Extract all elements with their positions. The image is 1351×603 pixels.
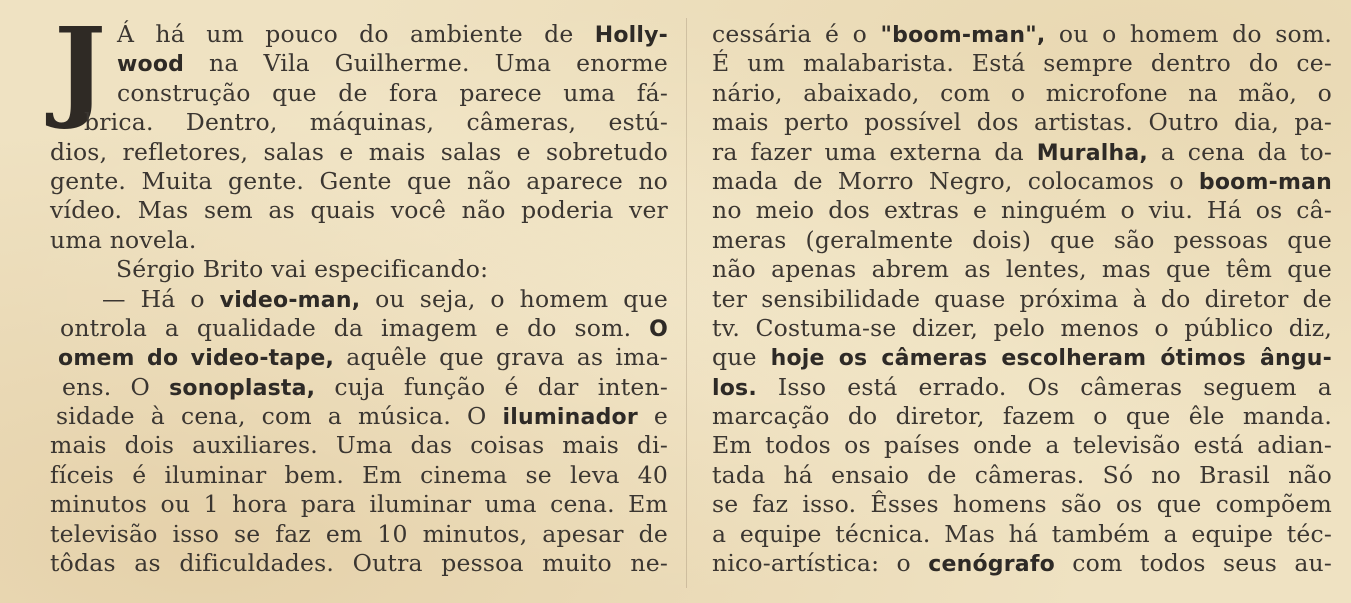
text-line: televisão isso se faz em 10 minutos, apesar de xyxy=(50,519,668,548)
text-line: meras (geralmente dois) que são pessoas que xyxy=(712,225,1332,254)
text-line: É um malabarista. Está sempre dentro do ce- xyxy=(712,49,1332,78)
text-line: Á há um pouco do ambiente de Holly- xyxy=(117,20,668,48)
text-line: tada há ensaio de câmeras. Só no Brasil não xyxy=(712,460,1332,489)
text-line: cessária é o "boom-man", ou o homem do som. xyxy=(712,20,1332,48)
text-line: ter sensibilidade quase próxima à do diretor de xyxy=(712,284,1332,313)
text-line: mada de Morro Negro, colocamos o boom-man xyxy=(712,166,1332,195)
text-line: mais dois auxiliares. Uma das coisas mais di- xyxy=(50,431,668,460)
text-line: wood na Vila Guilherme. Uma enorme xyxy=(117,49,668,78)
text-line: marcação do diretor, fazem o que êle manda. xyxy=(712,402,1332,431)
text-line: não apenas abrem as lentes, mas que têm que xyxy=(712,255,1332,284)
text-line: gente. Muita gente. Gente que não aparece no xyxy=(50,166,668,195)
text-line: Sérgio Brito vai especificando: xyxy=(116,255,489,284)
text-line: minutos ou 1 hora para iluminar uma cena. Em xyxy=(50,490,668,519)
drop-cap: J xyxy=(54,3,107,132)
text-line: brica. Dentro, máquinas, câmeras, estú- xyxy=(84,108,668,137)
text-line: tv. Costuma-se dizer, pelo menos o público diz, xyxy=(712,313,1332,342)
text-line: dios, refletores, salas e mais salas e sobretudo xyxy=(50,137,668,166)
text-line: fíceis é iluminar bem. Em cinema se leva 40 xyxy=(50,460,668,489)
text-line: los. Isso está errado. Os câmeras seguem a xyxy=(712,372,1332,401)
text-line: — Há o video-man, ou seja, o homem que xyxy=(102,284,668,313)
text-line: ra fazer uma externa da Muralha, a cena da to- xyxy=(712,137,1332,166)
text-line: sidade à cena, com a música. O iluminador e xyxy=(56,402,668,431)
text-line: nário, abaixado, com o microfone na mão, o xyxy=(712,78,1332,107)
text-line: a equipe técnica. Mas há também a equipe téc- xyxy=(712,519,1332,548)
article-right-column xyxy=(712,20,1332,578)
text-line: vídeo. Mas sem as quais você não poderia ver xyxy=(50,196,668,225)
text-line: nico-artística: o cenógrafo com todos seus au- xyxy=(712,549,1332,578)
text-line: Em todos os países onde a televisão está adian- xyxy=(712,431,1332,460)
text-line: que hoje os câmeras escolheram ótimos ângu- xyxy=(712,343,1332,372)
text-line: no meio dos extras e ninguém o viu. Há os câ- xyxy=(712,196,1332,225)
column-divider xyxy=(686,18,687,588)
text-line: uma novela. xyxy=(50,225,197,254)
text-line: tôdas as dificuldades. Outra pessoa muito ne- xyxy=(50,549,668,578)
text-line: mais perto possível dos artistas. Outro dia, pa- xyxy=(712,108,1332,137)
text-line: se faz isso. Êsses homens são os que compõem xyxy=(712,490,1332,519)
text-line: construção que de fora parece uma fá- xyxy=(117,78,668,107)
text-line: omem do video-tape, aquêle que grava as ima- xyxy=(58,343,668,372)
text-line: ontrola a qualidade da imagem e do som. O xyxy=(60,313,668,342)
text-line: ens. O sonoplasta, cuja função é dar inten- xyxy=(62,372,668,401)
article-left-column xyxy=(50,3,668,578)
